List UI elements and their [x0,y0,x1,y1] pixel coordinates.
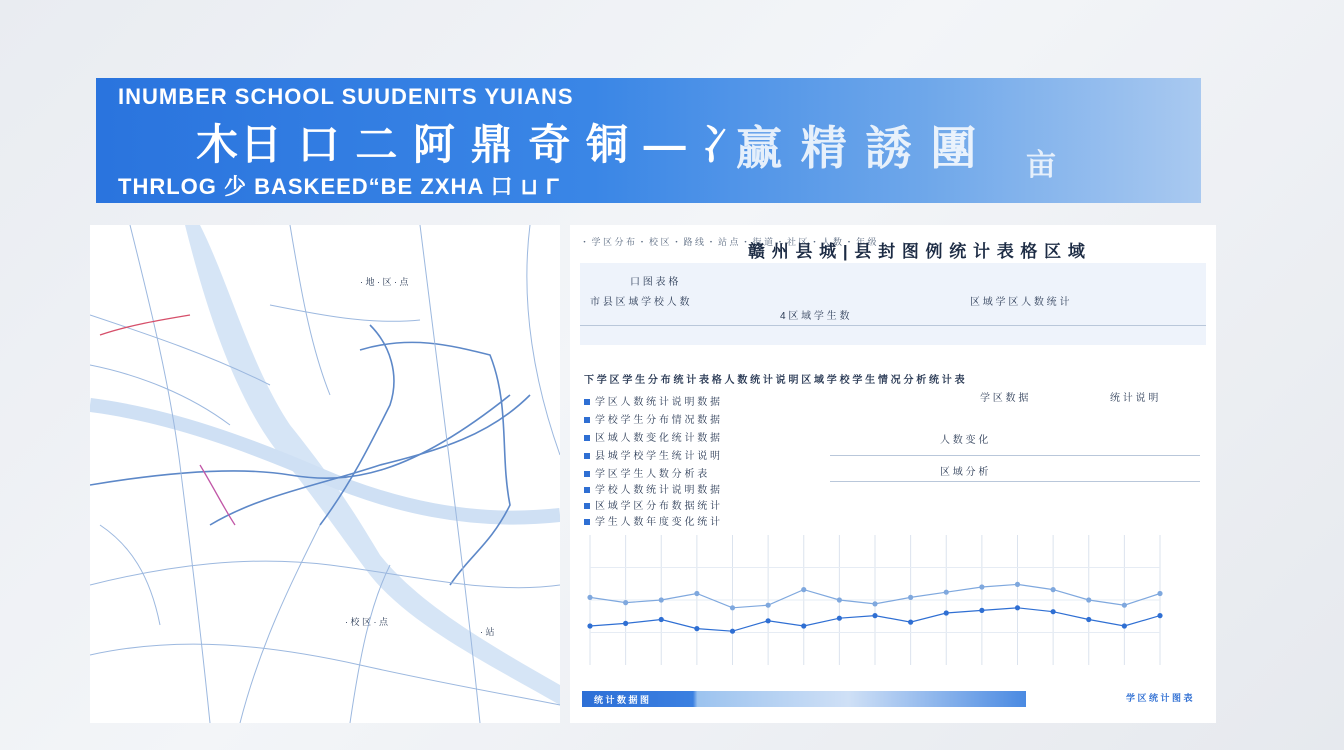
data-point [766,603,771,608]
footer-label: 统 计 数 据 图 [594,695,650,705]
data-point [1051,587,1056,592]
data-point [1086,597,1091,602]
data-point [623,621,628,626]
divider [830,481,1200,482]
data-point [659,597,664,602]
banner-title: 木日 口 二 阿 鼎 奇 铜 — 冫 [196,121,746,168]
data-point [1122,603,1127,608]
data-point [694,626,699,631]
data-point [1051,609,1056,614]
banner-caption: THRLOG 少 BASKEED“BE ZXHA 口 ⊔ Γ [118,174,561,199]
bullet-icon [584,435,590,441]
map-label: · 校 区 · 点 [345,617,388,627]
list-item-label: 区 域 学 区 分 布 数 据 统 计 [595,501,721,512]
header-banner [96,78,1201,203]
bullet-icon [584,399,590,405]
bullet-icon [584,487,590,493]
bullet-icon [584,453,590,459]
list-item [584,429,720,444]
data-point [659,617,664,622]
footer-right-label: 学 区 统 计 图 表 [1126,693,1193,703]
banner-title-suffix: 亩 [1026,149,1056,182]
data-point [730,605,735,610]
footer-bar [582,691,1026,707]
note: 人 数 变 化 [940,435,989,446]
list-item-label: 学 区 人 数 统 计 说 明 数 据 [595,397,721,408]
note: 学 区 数 据 [980,393,1029,404]
data-point [944,590,949,595]
data-point [944,610,949,615]
divider [830,455,1200,456]
data-point [1015,582,1020,587]
list-item-label: 学 校 学 生 分 布 情 况 数 据 [595,415,721,426]
data-point [979,584,984,589]
data-point [979,608,984,613]
list-item [584,447,720,462]
note: 区 域 分 析 [940,467,989,478]
data-point [730,629,735,634]
data-point [766,618,771,623]
list-item-label: 县 城 学 校 学 生 统 计 说 明 [595,451,721,462]
data-point [872,613,877,618]
list-item [584,411,720,426]
data-point [1157,613,1162,618]
data-point [801,587,806,592]
data-point [1086,617,1091,622]
route-purple [200,465,235,525]
map-canvas [90,225,560,723]
data-point [1157,591,1162,596]
bullet-icon [584,503,590,509]
bullet-icon [584,471,590,477]
data-point [1015,605,1020,610]
list-item [584,497,720,512]
data-point [837,616,842,621]
divider [580,325,1206,326]
data-point [801,623,806,628]
summary-row-1: 口 图 表 格 [630,277,679,288]
list-item [584,481,720,496]
data-point [694,591,699,596]
map-panel[interactable] [90,225,560,723]
list-item-label: 学 生 人 数 年 度 变 化 统 计 [595,517,721,528]
list-item-label: 区 域 人 数 变 化 统 计 数 据 [595,433,721,444]
panel-title: 赣 州 县 城 | 县 封 图 例 统 计 表 格 区 域 [748,242,1086,261]
data-point [837,597,842,602]
data-point [587,623,592,628]
data-point [872,601,877,606]
data-point [623,600,628,605]
list-item [584,393,720,408]
summary-row-2: 市 县 区 域 学 校 人 数 [590,297,690,308]
list-item-label: 学 区 学 生 人 数 分 析 表 [595,469,708,480]
bullet-icon [584,417,590,423]
line-chart [580,525,1190,675]
note: 统 计 说 明 [1110,393,1159,404]
data-point [908,595,913,600]
data-point [908,620,913,625]
data-point [1122,623,1127,628]
summary-row-3: 4 区 域 学 生 数 [780,311,850,322]
banner-subtitle: INUMBER SCHOOL SUUDENITS YUIANS [118,84,574,109]
panel-header-row: ・ 学 区 分 布 ・ 校 区 ・ 路 线 ・ 站 点 ・ 街 道 ・ 社 区 ・ 人 数 ・ 年 级 [580,237,877,247]
section-header: 下 学 区 学 生 分 布 统 计 表 格 人 数 统 计 说 明 区 域 学 校 学 生 情 况 分 析 统 计 表 [584,375,965,386]
river [185,225,560,705]
list-item [584,465,707,480]
list-item-label: 学 校 人 数 统 计 说 明 数 据 [595,485,721,496]
banner-title-right: 赢 精 誘 團 [736,122,980,174]
map-label: · 站 [480,627,495,637]
route-red [100,315,190,335]
stats-panel [570,225,1216,723]
data-point [587,595,592,600]
summary-row-4: 区 域 学 区 人 数 统 计 [970,297,1070,308]
map-label: · 地 · 区 · 点 [360,277,409,287]
